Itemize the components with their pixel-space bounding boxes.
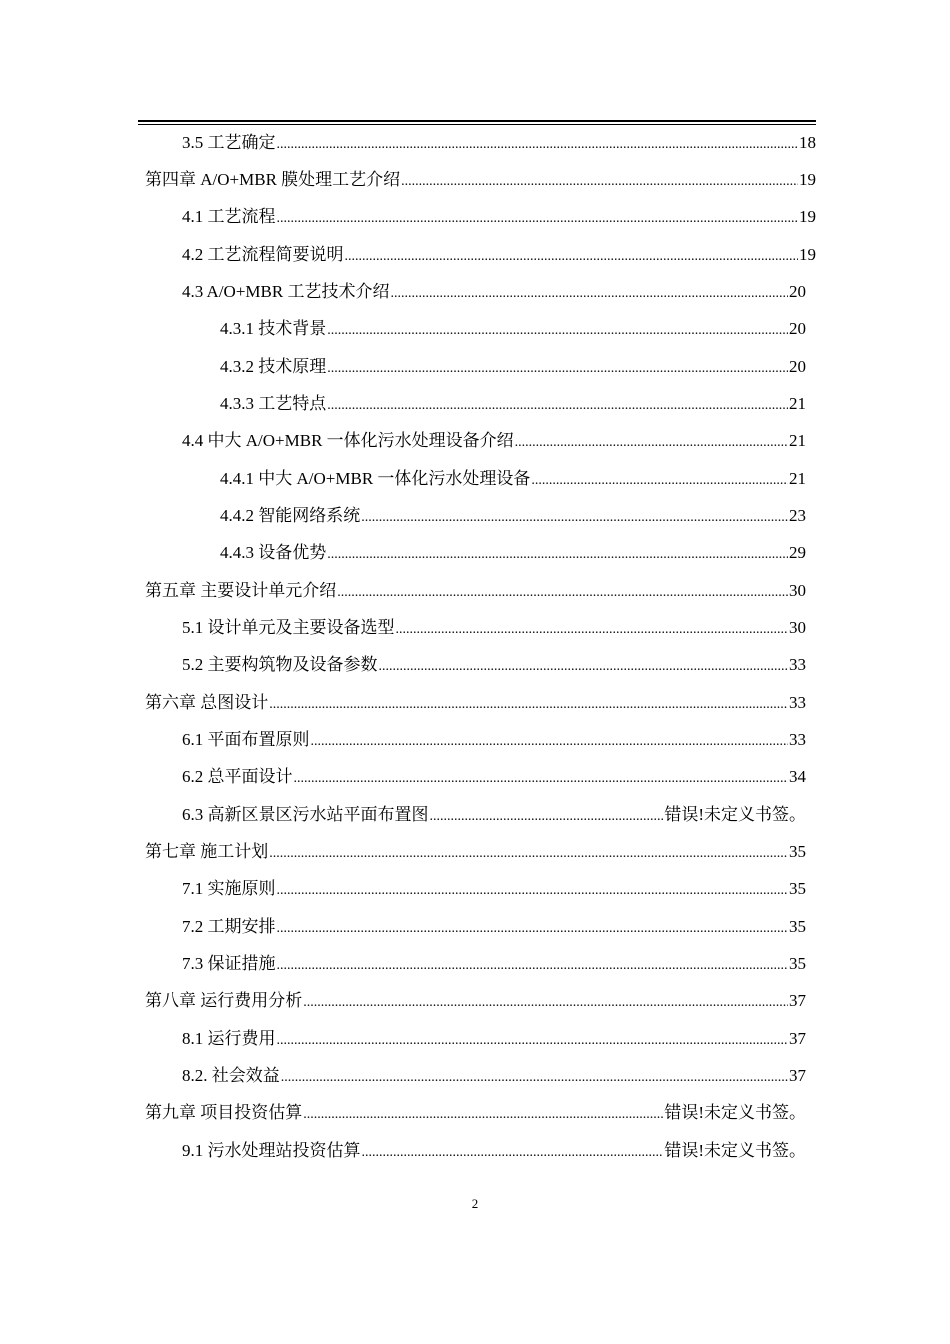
toc-entry[interactable] — [182, 281, 806, 305]
toc-entry-page: 错误!未定义书签。 — [664, 1141, 806, 1160]
toc-entry[interactable] — [182, 766, 806, 790]
toc-leader — [515, 430, 788, 454]
toc-leader — [531, 468, 788, 492]
toc-entry-page: 35 — [789, 879, 806, 898]
toc-entry-page: 33 — [789, 730, 806, 749]
toc-leader — [327, 356, 788, 380]
toc-entry-page: 21 — [789, 469, 806, 488]
toc-entry-page: 20 — [789, 282, 806, 301]
toc-leader — [303, 1102, 663, 1126]
toc-entry[interactable] — [220, 318, 806, 342]
toc-entry-page: 20 — [789, 357, 806, 376]
toc-entry-page: 35 — [789, 842, 806, 861]
toc-entry[interactable] — [182, 878, 806, 902]
toc-entry-page: 21 — [789, 394, 806, 413]
toc-leader — [327, 393, 788, 417]
toc-leader — [277, 206, 799, 230]
toc-entry-title: 8.1 运行费用 — [182, 1029, 276, 1048]
toc-entry-title: 9.1 污水处理站投资估算 — [182, 1141, 361, 1160]
toc-leader — [401, 169, 798, 193]
toc-entry-title: 第六章 总图设计 — [145, 693, 269, 712]
toc-entry-title: 5.1 设计单元及主要设备选型 — [182, 618, 395, 637]
toc-leader — [430, 804, 664, 828]
toc-entry-title: 4.4.1 中大 A/O+MBR 一体化污水处理设备 — [220, 469, 531, 488]
toc-leader — [327, 542, 788, 566]
page-number: 2 — [471, 1196, 479, 1211]
toc-leader — [345, 244, 799, 268]
toc-entry-page: 33 — [789, 655, 806, 674]
toc-entry[interactable] — [220, 393, 806, 417]
toc-leader — [303, 990, 788, 1014]
toc-entry[interactable] — [145, 580, 806, 604]
toc-entry-page: 30 — [789, 618, 806, 637]
toc-entry-page: 19 — [799, 170, 816, 189]
toc-entry[interactable] — [145, 990, 806, 1014]
toc-entry-title: 3.5 工艺确定 — [182, 133, 276, 152]
toc-entry-page: 37 — [789, 991, 806, 1010]
toc-entry[interactable] — [182, 654, 806, 678]
toc-entry-page: 错误!未定义书签。 — [664, 805, 806, 824]
toc-entry-title: 4.3 A/O+MBR 工艺技术介绍 — [182, 282, 390, 301]
toc-leader — [269, 841, 788, 865]
toc-leader — [361, 505, 788, 529]
toc-entry-title: 5.2 主要构筑物及设备参数 — [182, 655, 378, 674]
toc-entry-title: 4.3.3 工艺特点 — [220, 394, 327, 413]
toc-entry-title: 4.4.2 智能网络系统 — [220, 506, 361, 525]
toc-entry[interactable] — [182, 1065, 806, 1089]
toc-entry-title: 第七章 施工计划 — [145, 842, 269, 861]
toc-entry-title: 6.2 总平面设计 — [182, 767, 293, 786]
toc-entry[interactable] — [220, 356, 806, 380]
toc-entry-title: 7.2 工期安排 — [182, 917, 276, 936]
toc-entry[interactable] — [182, 206, 816, 230]
toc-entry-title: 6.1 平面布置原则 — [182, 730, 310, 749]
toc-entry[interactable] — [220, 542, 806, 566]
toc-entry-title: 4.4.3 设备优势 — [220, 543, 327, 562]
toc-entry-page: 37 — [789, 1066, 806, 1085]
toc-leader — [379, 654, 789, 678]
toc-entry[interactable] — [182, 804, 806, 828]
toc-leader — [337, 580, 788, 604]
toc-leader — [277, 132, 799, 156]
toc-entry-page: 19 — [799, 245, 816, 264]
toc-entry[interactable] — [182, 916, 806, 940]
toc-leader — [277, 1028, 789, 1052]
toc-entry[interactable] — [182, 244, 816, 268]
toc-leader — [277, 916, 789, 940]
toc-entry[interactable] — [182, 729, 806, 753]
toc-leader — [362, 1140, 664, 1164]
toc-entry-title: 第五章 主要设计单元介绍 — [145, 581, 337, 600]
toc-entry[interactable] — [182, 430, 806, 454]
toc-leader — [390, 281, 788, 305]
toc-entry-page: 18 — [799, 133, 816, 152]
toc-leader — [277, 878, 789, 902]
toc-entry[interactable] — [220, 505, 806, 529]
header-rule — [138, 120, 816, 125]
toc-entry[interactable] — [182, 132, 816, 156]
toc-leader — [277, 953, 789, 977]
toc-entry-title: 7.3 保证措施 — [182, 954, 276, 973]
toc-entry[interactable] — [145, 841, 806, 865]
toc-entry[interactable] — [182, 1140, 806, 1164]
toc-leader — [311, 729, 789, 753]
toc-entry-page: 37 — [789, 1029, 806, 1048]
toc-entry-page: 错误!未定义书签。 — [664, 1103, 806, 1122]
toc-entry-page: 35 — [789, 954, 806, 973]
toc-entry-title: 6.3 高新区景区污水站平面布置图 — [182, 805, 429, 824]
toc-leader — [281, 1065, 788, 1089]
toc-entry[interactable] — [182, 953, 806, 977]
toc-entry[interactable] — [182, 617, 806, 641]
toc-entry-page: 35 — [789, 917, 806, 936]
toc-leader — [396, 617, 789, 641]
toc-entry[interactable] — [145, 1102, 806, 1126]
toc-entry-title: 4.3.1 技术背景 — [220, 319, 327, 338]
toc-entry-page: 20 — [789, 319, 806, 338]
toc-entry-title: 第四章 A/O+MBR 膜处理工艺介绍 — [145, 170, 401, 189]
toc-entry-title: 第九章 项目投资估算 — [145, 1103, 303, 1122]
toc-entry-page: 19 — [799, 207, 816, 226]
toc-entry[interactable] — [182, 1028, 806, 1052]
toc-entry-title: 4.4 中大 A/O+MBR 一体化污水处理设备介绍 — [182, 431, 514, 450]
toc-entry[interactable] — [145, 169, 816, 193]
toc-entry-title: 4.1 工艺流程 — [182, 207, 276, 226]
toc-entry[interactable] — [145, 692, 806, 716]
toc-entry-title: 4.3.2 技术原理 — [220, 357, 327, 376]
toc-entry-title: 8.2. 社会效益 — [182, 1066, 280, 1085]
toc-entry-page: 33 — [789, 693, 806, 712]
toc-leader — [327, 318, 788, 342]
toc-entry-title: 7.1 实施原则 — [182, 879, 276, 898]
toc-entry-title: 第八章 运行费用分析 — [145, 991, 303, 1010]
toc-entry-page: 30 — [789, 581, 806, 600]
toc-entry-page: 23 — [789, 506, 806, 525]
toc-entry-page: 21 — [789, 431, 806, 450]
toc-entry-page: 29 — [789, 543, 806, 562]
toc-entry[interactable] — [220, 468, 806, 492]
toc-entry-page: 34 — [789, 767, 806, 786]
toc-leader — [269, 692, 788, 716]
toc-entry-title: 4.2 工艺流程简要说明 — [182, 245, 344, 264]
toc-leader — [294, 766, 789, 790]
